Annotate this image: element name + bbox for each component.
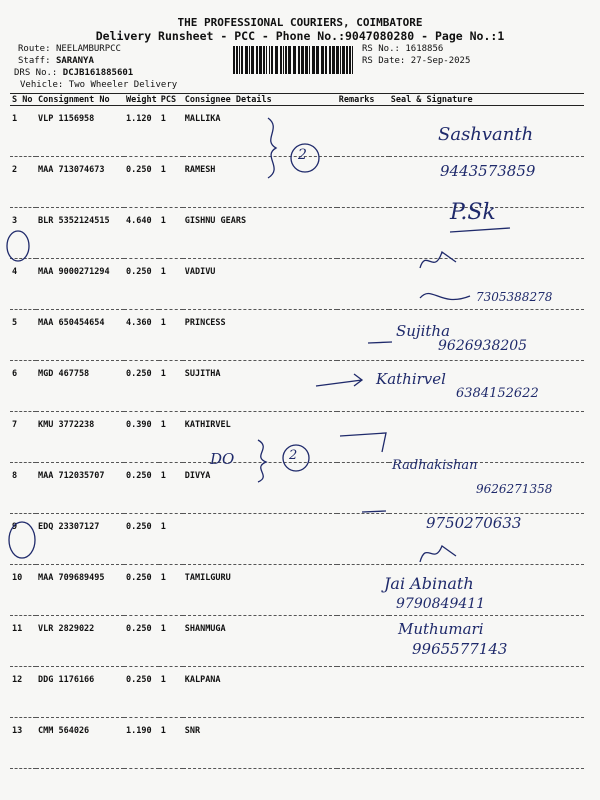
scribble-row-5: [420, 293, 470, 299]
row-weight: 1.190: [124, 718, 159, 769]
row-pcs: 1: [159, 514, 183, 565]
row-consignee: TAMILGURU: [183, 565, 337, 616]
row-sno: 10: [10, 565, 36, 616]
rs-no-label: RS No.:: [362, 44, 400, 54]
line-row-8: [340, 433, 386, 452]
signature-row-6-phone: 9626938205: [438, 338, 528, 354]
circled-number-row-9: 2: [289, 448, 298, 463]
row-consignee: KALPANA: [183, 667, 337, 718]
scribble-row-11: [420, 546, 456, 562]
runsheet-subtitle: Delivery Runsheet - PCC - Phone No.:9047080280 - Page No.:1: [95, 29, 505, 43]
row-weight: 1.120: [124, 106, 159, 157]
rs-date-value: 27-Sep-2025: [410, 56, 471, 66]
col-remarks: Remarks: [337, 94, 389, 106]
scribble-row-4: [420, 252, 456, 268]
row-weight: 4.360: [124, 310, 159, 361]
vehicle-value: Two Wheeler Delivery: [68, 80, 178, 90]
scribble-row-3: [450, 228, 510, 232]
row-consignee: RAMESH: [183, 157, 337, 208]
row-consignment-no: BLR 5352124515: [36, 208, 124, 259]
dash-row-6: [368, 342, 392, 343]
col-sno: S No: [10, 94, 36, 106]
row-pcs: 1: [159, 616, 183, 667]
row-consignee: SUJITHA: [183, 361, 337, 412]
row-pcs: 1: [159, 157, 183, 208]
signature-row-9-name: Radhakishan: [392, 458, 478, 473]
row-pcs: 1: [159, 667, 183, 718]
row-sno: 2: [10, 157, 36, 208]
col-pcs: PCS: [159, 94, 183, 106]
row-weight: 0.250: [124, 259, 159, 310]
row-sno: 9: [10, 514, 36, 565]
signature-row-6-name: Sujitha: [396, 322, 451, 340]
dash-row-10: [362, 511, 386, 512]
rs-date-label: RS Date:: [362, 56, 406, 66]
row-weight: 0.250: [124, 463, 159, 514]
signature-row-5-phone: 7305388278: [476, 290, 553, 304]
row-consignee: MALLIKA: [183, 106, 337, 157]
row-weight: 0.250: [124, 565, 159, 616]
row-consignment-no: VLP 1156958: [36, 106, 124, 157]
row-consignment-no: MGD 467758: [36, 361, 124, 412]
row-consignment-no: EDQ 23307127: [36, 514, 124, 565]
signature-row-1-name: Sashvanth: [438, 124, 534, 145]
row-weight: 0.250: [124, 667, 159, 718]
row-sno: 12: [10, 667, 36, 718]
col-signature: Seal & Signature: [389, 94, 584, 106]
row-sno: 6: [10, 361, 36, 412]
row-consignee: DIVYA: [183, 463, 337, 514]
row-weight: 4.640: [124, 208, 159, 259]
rs-no-value: 1618856: [405, 44, 444, 54]
col-consignment: Consignment No: [36, 94, 124, 106]
signature-row-7-phone: 6384152622: [456, 386, 539, 401]
row-consignment-no: MAA 712035707: [36, 463, 124, 514]
vehicle-label: Vehicle:: [20, 80, 64, 90]
signature-row-10-phone-1: 9626271358: [476, 482, 553, 496]
drs-value: DCJB161885601: [62, 68, 134, 78]
row-sno: 11: [10, 616, 36, 667]
row-pcs: 1: [159, 361, 183, 412]
row-consignment-no: CMM 564026: [36, 718, 124, 769]
row-pcs: 1: [159, 106, 183, 157]
row-consignee: PRINCESS: [183, 310, 337, 361]
row-consignment-no: DDG 1176166: [36, 667, 124, 718]
row-pcs: 1: [159, 412, 183, 463]
signature-row-3: P.Sk: [450, 200, 496, 225]
row-sno: 8: [10, 463, 36, 514]
note-row-9-do: DO: [210, 450, 235, 468]
row-consignment-no: VLR 2829022: [36, 616, 124, 667]
row-consignment-no: KMU 3772238: [36, 412, 124, 463]
drs-label: DRS No.:: [14, 68, 58, 78]
route-label: Route:: [18, 44, 51, 54]
circled-number-row-2: 2: [298, 147, 307, 163]
signature-row-12-phone: 9790849411: [396, 596, 486, 612]
row-consignment-no: MAA 709689495: [36, 565, 124, 616]
row-consignee: VADIVU: [183, 259, 337, 310]
row-consignment-no: MAA 713074673: [36, 157, 124, 208]
row-sno: 5: [10, 310, 36, 361]
row-pcs: 1: [159, 463, 183, 514]
row-consignee: KATHIRVEL: [183, 412, 337, 463]
row-weight: 0.250: [124, 157, 159, 208]
row-pcs: 1: [159, 310, 183, 361]
signature-row-12-name: Jai Abinath: [384, 574, 474, 593]
runsheet-title: THE PROFESSIONAL COURIERS, COIMBATORE: [177, 16, 423, 29]
route-value: NEELAMBURPCC: [55, 44, 121, 54]
col-weight: Weight: [126, 94, 157, 105]
signature-row-7-name: Kathirvel: [376, 370, 446, 388]
row-sno: 13: [10, 718, 36, 769]
brace-mark-row-9: [258, 440, 266, 482]
circle-mark-row-4: [7, 231, 29, 261]
row-consignee: SNR: [183, 718, 337, 769]
row-sno: 4: [10, 259, 36, 310]
signature-row-10-phone-2: 9750270633: [426, 514, 522, 532]
row-sno: 7: [10, 412, 36, 463]
row-pcs: 1: [159, 718, 183, 769]
row-consignment-no: MAA 9000271294: [36, 259, 124, 310]
staff-value: SARANYA: [55, 56, 94, 66]
row-sno: 1: [10, 106, 36, 157]
row-sno: 3: [10, 208, 36, 259]
arrow-row-7: [316, 374, 362, 386]
signature-row-13-phone: 9965577143: [412, 640, 508, 658]
row-weight: 0.250: [124, 514, 159, 565]
row-weight: 0.250: [124, 616, 159, 667]
signature-row-1-phone: 9443573859: [440, 162, 536, 180]
row-consignee: GISHNU GEARS: [183, 208, 337, 259]
circle-mark-row-11: [9, 522, 35, 558]
row-pcs: 1: [159, 208, 183, 259]
row-pcs: 1: [159, 259, 183, 310]
col-consignee: Consignee Details: [183, 94, 337, 106]
row-consignment-no: MAA 650454654: [36, 310, 124, 361]
row-consignee: SHANMUGA: [183, 616, 337, 667]
row-weight: 0.390: [124, 412, 159, 463]
brace-mark-rows-1-2: [268, 118, 276, 178]
staff-label: Staff:: [18, 56, 51, 66]
row-pcs: 1: [159, 565, 183, 616]
signature-row-13-name: Muthumari: [398, 620, 484, 638]
row-weight: 0.250: [124, 361, 159, 412]
